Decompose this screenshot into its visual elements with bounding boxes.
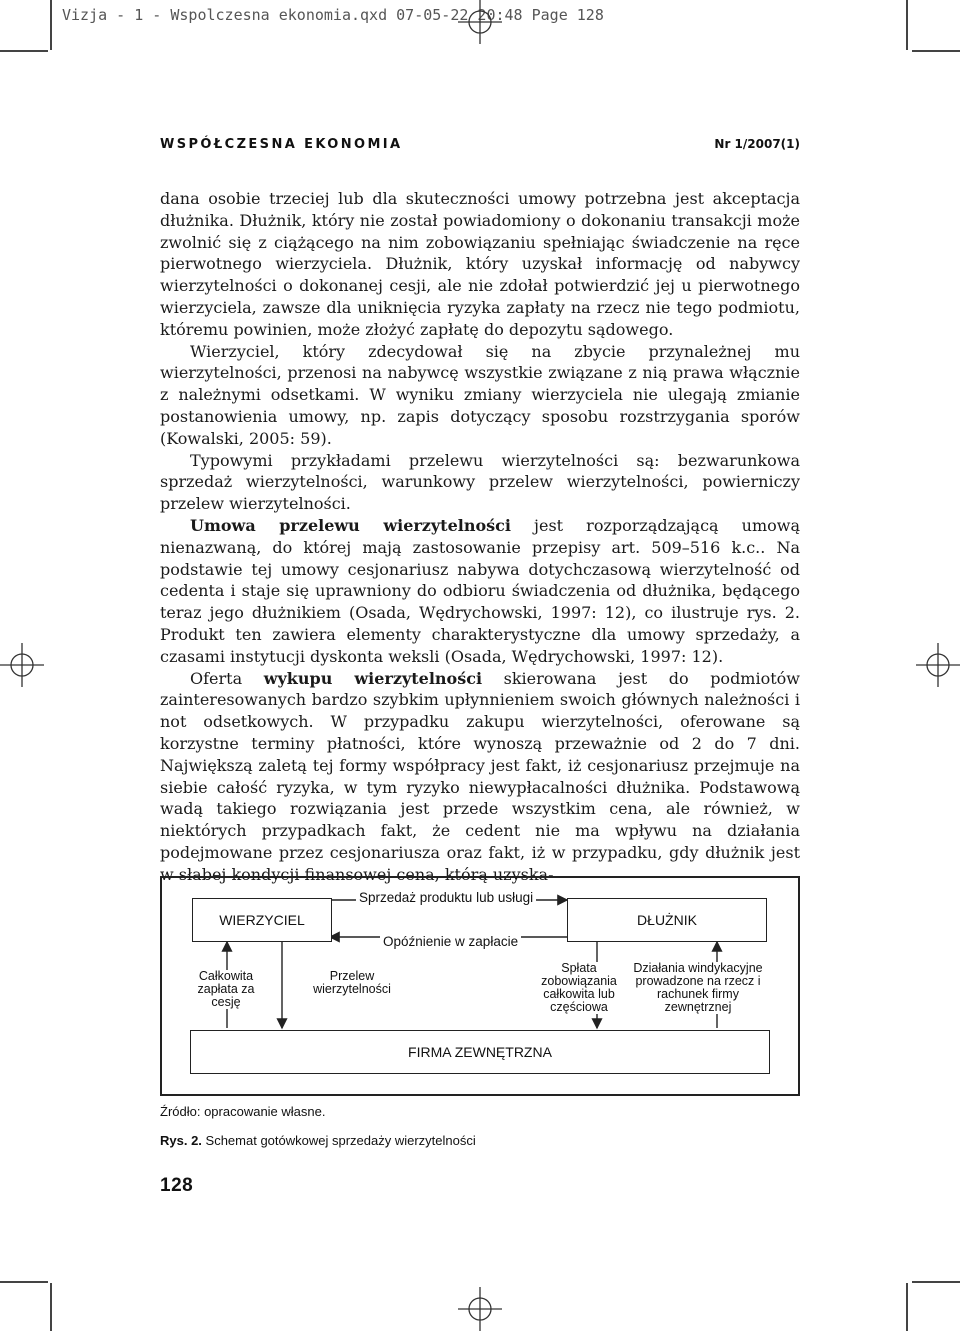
paragraph (160, 668, 800, 886)
trim-mark (906, 1283, 908, 1331)
text-run: jest rozporządzającą umową nienazwaną, do której mają zastosowanie przepisy art. 509–516 k.c.. Na podstawie tej umowy cesjonariusz nabywa dotychczasową wierzytelność od cedenta i staje się uprawniony do odbioru świadczenia od dłużnika, będącego teraz jego dłużnikiem (Osada, Wędrychowski, 1997: 12), co ilustruje rys. 2. Produkt ten zawiera elementy charakterystyczne dla umowy sprzedaży, a czasami instytucji dyskonta weksli (Osada, Wędrychowski, 1997: 12). (160, 515, 800, 666)
bold-term: wykupu wierzytelności (263, 668, 483, 688)
label-sprzedaz: Sprzedaż produktu lub usługi (356, 890, 536, 905)
label-splata: Spłata zobowiązania całkowita lub częściowa (530, 962, 628, 1014)
issue-number: Nr 1/2007(1) (714, 137, 800, 151)
figure-caption (160, 1133, 476, 1148)
text-run: skierowana jest do podmiotów zainteresowanych bardzo szybkim upłynnieniem swoich głównych należności i not odsetkowych. W przypadku zakupu wierzytelności, oferowane są korzystne terminy płatności, które wynoszą przeważnie od 2 do 7 dni. Największą zaletą tej formy współpracy jest fakt, iż cesjonariusz przejmuje na siebie całość ryzyka, w tym ryzyko niewypłacalności dłużnika. Podstawową wadą takiego rozwiązania jest przede wszystkim cena, ale również, w niektórych przypadkach fakt, że cedent nie ma wpływu na działania podejmowane przez cesjonariusza oraz fakt, iż w przypadku, gdy dłużnik jest w słabej kondycji finansowej cena, którą uzyska- (160, 668, 800, 884)
page-number: 128 (160, 1175, 194, 1196)
trim-mark (50, 1283, 52, 1331)
label-calkowita-zaplata: Całkowita zapłata za cesję (194, 970, 258, 1009)
trim-mark (50, 0, 52, 50)
trim-mark (0, 1281, 48, 1283)
registration-mark-icon (458, 1287, 502, 1331)
box-dluznik: DŁUŻNIK (567, 898, 767, 942)
box-wierzyciel: WIERZYCIEL (192, 898, 332, 942)
paragraph (160, 450, 800, 515)
trim-mark (912, 50, 960, 52)
print-slug: Vizja - 1 - Wspolczesna ekonomia.qxd 07-05-22 20:48 Page 128 (62, 6, 604, 24)
figure-source: Źródło: opracowanie własne. (160, 1104, 326, 1119)
running-head (160, 137, 800, 153)
bold-term: Umowa przelewu wierzytelności (190, 515, 511, 535)
text-run: Wierzyciel, który zdecydował się na zbycie przynależnej mu wierzytelności, przenosi na nabywcę wszystkie związane z nią prawa włącznie z należnymi odsetkami. W wyniku zmiany wierzyciela nie ulegają zmianie postanowienia umowy, np. zapis dotyczący sposobu rozstrzygania sporów (Kowalski, 2005: 59). (160, 341, 800, 448)
paragraph (160, 188, 800, 341)
label-przelew: Przelew wierzytelności (302, 970, 402, 996)
trim-mark (0, 50, 48, 52)
registration-mark-icon (916, 643, 960, 687)
journal-name: WSPÓŁCZESNA EKONOMIA (160, 137, 403, 152)
caption-label: Rys. 2. (160, 1133, 202, 1148)
box-firma-zewnetrzna: FIRMA ZEWNĘTRZNA (190, 1030, 770, 1074)
label-dzialania: Działania windykacyjne prowadzone na rzecz i rachunek firmy zewnętrznej (628, 962, 768, 1014)
caption-text: Schemat gotówkowej sprzedaży wierzytelności (201, 1133, 476, 1148)
trim-mark (912, 1281, 960, 1283)
trim-mark (906, 0, 908, 50)
text-run: Oferta (190, 668, 264, 688)
text-run: dana osobie trzeciej lub dla skuteczności umowy potrzebna jest akceptacja dłużnika. Dłużnik, który nie został powiadomiony o dokonaniu transakcji może zwolnić się z ciążącego na nim zobowiązaniu spełniając świadczenie na ręce pierwotnego wierzyciela. Dłużnik, który uzyskał informację od nabywcy wierzytelności o dokonanej cesji, ale nie zdołał potwierdzić jej u pierwotnego wierzyciela, zawsze dla uniknięcia ryzyka zapłaty na rzecz nie tego podmiotu, któremu powinien, może złożyć zapłatę do depozytu sądowego. (160, 189, 800, 339)
paragraph (160, 515, 800, 668)
body-text (160, 188, 800, 886)
label-opoznienie: Opóźnienie w zapłacie (380, 934, 521, 949)
paragraph (160, 341, 800, 450)
registration-mark-icon (458, 0, 502, 44)
figure-diagram (160, 876, 800, 1096)
text-run: Typowymi przykładami przelewu wierzytelności są: bezwarunkowa sprzedaż wierzytelności, warunkowy przelew wierzytelności, powierniczy przelew wierzytelności. (160, 450, 800, 514)
registration-mark-icon (0, 643, 44, 687)
